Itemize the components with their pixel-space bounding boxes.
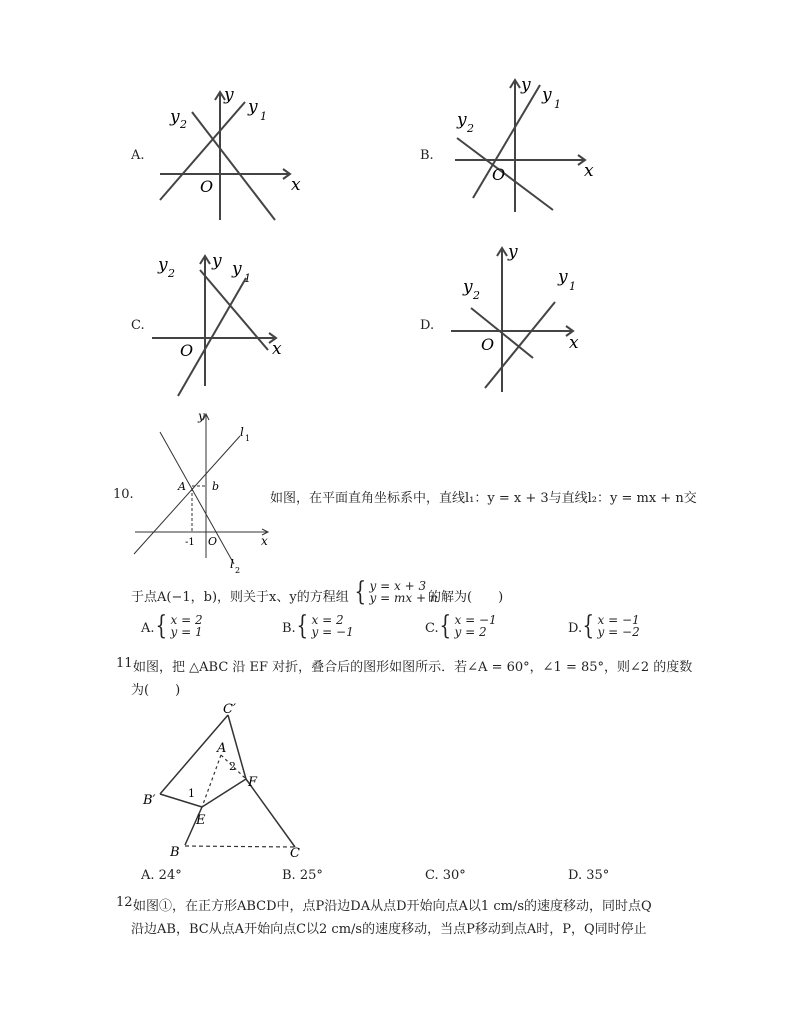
label-b: b [212,480,220,493]
q9-option-a-label[interactable]: A. [131,148,145,163]
option-row1: x = 2 [311,613,344,627]
q11-option-a[interactable] [141,868,182,883]
label-y2-sub: 2 [180,118,187,131]
label-y: y [508,242,518,262]
label-y2-sub: 2 [168,267,175,280]
label-a: A [217,741,227,756]
label-c-prime: C′ [223,702,236,717]
label-y2: y [170,107,180,127]
q9-option-b-label[interactable]: B. [420,148,434,163]
left-brace-icon: { [582,611,595,641]
q10-stem-line2-post: 的解为( ) [428,590,504,605]
left-brace-icon: { [439,611,452,641]
q10-option-c[interactable] [437,613,497,639]
q11-number: 11. [116,656,137,671]
label-x: x [272,339,282,359]
label-b-prime: B′ [143,793,156,808]
line-l2 [160,432,234,564]
q10-option-c-label[interactable]: C. [425,621,439,636]
q9-option-c-graph[interactable] [148,248,308,398]
q10-option-d-label[interactable]: D. [568,621,583,636]
label-l1: l [240,425,244,439]
system-row2: y = mx + n [369,591,438,605]
label-origin: O [481,335,495,354]
label-y2: y [158,255,168,275]
q10-equation-system [352,579,438,605]
line-y2 [192,112,275,220]
q9-option-b-graph[interactable] [445,70,605,220]
q11-stem-line2: 为( ) [131,683,181,698]
label-e: E [196,813,206,828]
label-y2: y [463,277,473,297]
label-origin: O [492,165,506,184]
option-label: C. [425,868,439,883]
option-row2: y = 2 [454,625,487,639]
option-row1: x = −1 [454,613,497,627]
label-y2-sub: 2 [467,122,474,135]
label-x: x [584,161,594,181]
label-y: y [521,75,531,95]
label-x: x [291,175,301,195]
q12-stem-line2: 沿边AB，BC从点A开始向点C以2 cm/s的速度移动，当点P移动到点A时，P，Q同时停止 [131,922,647,937]
label-neg1: -1 [185,537,195,548]
q9-option-d-label[interactable]: D. [420,318,435,333]
label-y1-sub: 1 [260,110,267,123]
option-text: 25° [299,868,323,883]
q10-option-b-label[interactable]: B. [282,621,296,636]
label-y1-sub: 1 [554,98,561,111]
label-y1-sub: 1 [569,280,576,293]
q12-number: 12. [116,895,137,910]
q11-figure [140,700,315,862]
system-row1: y = x + 3 [369,579,427,593]
left-brace-icon: { [296,611,309,641]
option-text: 30° [442,868,466,883]
q10-stem-line2-pre: 于点A(−1，b)，则关于x、y的方程组 [131,590,349,605]
option-label: A. [141,868,155,883]
label-y: y [224,85,234,105]
option-label: B. [282,868,296,883]
label-l2: l [230,557,234,571]
q11-stem-line1: 如图，把 △ABC 沿 EF 对折，叠合后的图形如图所示．若∠A = 60°，∠1 = 85°，则∠2 的度数 [133,660,693,675]
label-y1: y [542,85,552,105]
label-b: B [170,845,180,860]
line-y1 [485,302,555,388]
q10-stem-line1: 如图，在平面直角坐标系中，直线l₁：y = x + 3与直线l₂：y = mx + n交 [270,491,697,506]
option-text: 35° [586,868,610,883]
option-row2: y = −1 [311,625,354,639]
left-brace-icon: { [155,611,168,641]
line-y1 [473,85,540,198]
label-y: y [212,251,222,271]
option-row1: x = 2 [170,613,203,627]
q9-option-c-label[interactable]: C. [131,318,145,333]
option-text: 24° [158,868,182,883]
q9-option-d-graph[interactable] [445,240,605,400]
label-origin: O [208,535,218,548]
option-label: D. [568,868,583,883]
label-l1-sub: 1 [245,434,251,443]
edge-b-c-dashed [185,846,295,847]
q10-figure [130,408,280,576]
q10-option-b[interactable] [294,613,354,639]
q11-option-b[interactable] [282,868,323,883]
label-y1-sub: 1 [244,272,251,285]
label-x: x [569,333,579,353]
option-row1: x = −1 [597,613,640,627]
label-y: y [198,409,205,423]
q11-option-d[interactable] [568,868,609,883]
label-y1: y [558,267,568,287]
label-angle-2: 2 [229,760,236,773]
label-origin: O [180,341,194,360]
q10-option-d[interactable] [580,613,640,639]
label-c: C [290,846,300,861]
label-A: A [178,480,186,493]
label-x: x [261,534,268,548]
q10-option-a-label[interactable]: A. [141,621,155,636]
edge-a-e-dashed [202,755,221,807]
label-l2-sub: 2 [235,566,241,575]
label-y1: y [232,259,242,279]
option-row2: y = −2 [597,625,640,639]
label-y2: y [457,110,467,130]
label-origin: O [200,177,214,196]
label-y2-sub: 2 [473,289,480,302]
label-angle-1: 1 [188,787,195,800]
edge-e-f [202,779,246,807]
option-row2: y = 1 [170,625,203,639]
q11-option-c[interactable] [425,868,466,883]
q12-stem-line1: 如图①，在正方形ABCD中，点P沿边DA从点D开始向点A以1 cm/s的速度移动，同时点Q [133,899,652,914]
label-f: F [248,775,258,790]
q10-number: 10. [113,487,134,502]
left-brace-icon: { [354,577,367,607]
edge-bprime-e [160,794,202,807]
label-y1: y [248,97,258,117]
q9-option-a-graph[interactable] [150,80,310,230]
q10-option-a[interactable] [153,613,203,639]
